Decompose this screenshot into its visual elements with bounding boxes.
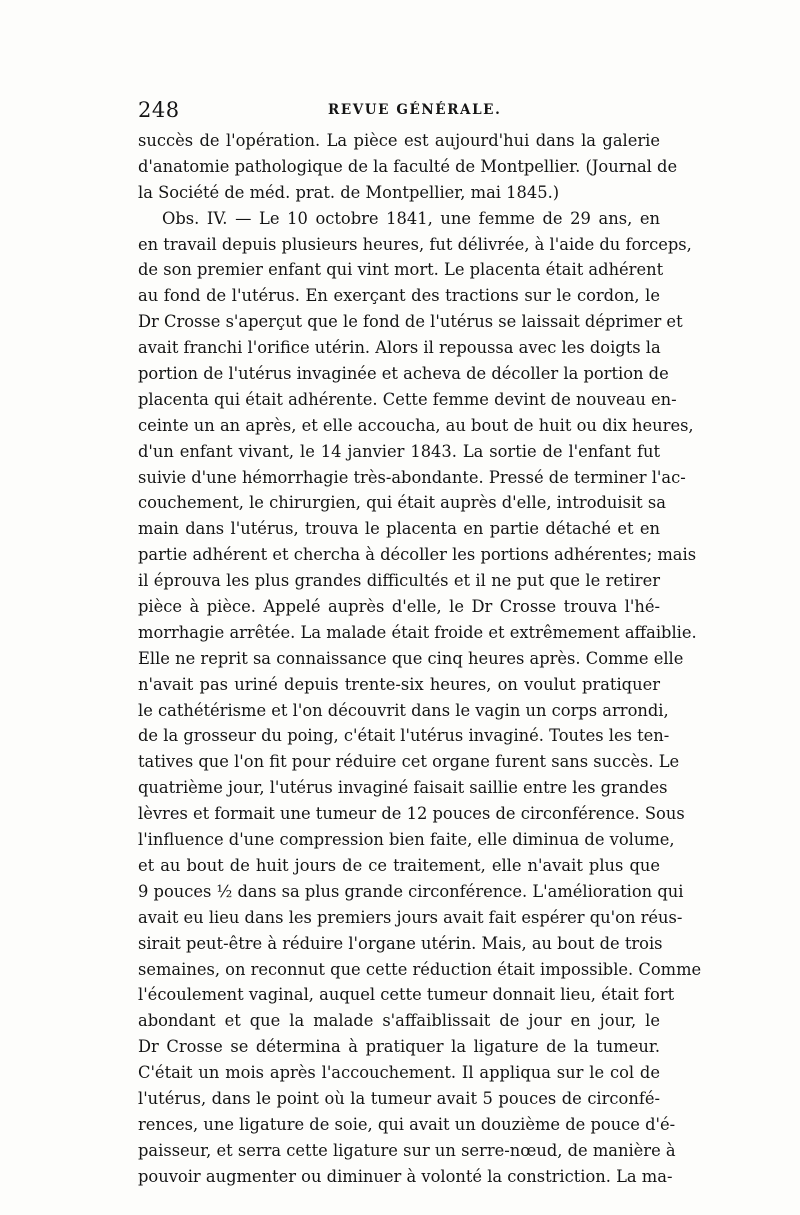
text-line: et au bout de huit jours de ce traitement, elle n'avait plus que (138, 855, 660, 875)
text-line: quatrième jour, l'utérus invaginé faisait saillie entre les grandes (138, 778, 668, 798)
text-line: paisseur, et serra cette ligature sur un serre-nœud, de manière à (138, 1140, 676, 1160)
text-line: n'avait pas uriné depuis trente-six heures, on voulut pratiquer (138, 674, 660, 694)
text-line: Elle ne reprit sa connaissance que cinq heures après. Comme elle (138, 648, 684, 668)
text-line: semaines, on reconnut que cette réduction était impossible. Comme (138, 959, 702, 979)
text-line: lèvres et formait une tumeur de 12 pouces de circonférence. Sous (138, 804, 685, 824)
body-text (138, 128, 702, 1190)
text-line: sirait peut-être à réduire l'organe utérin. Mais, au bout de trois (138, 933, 663, 953)
text-line: l'influence d'une compression bien faite, elle diminua de volume, (138, 830, 675, 850)
text-line: de la grosseur du poing, c'était l'utérus invaginé. Toutes les ten- (138, 726, 670, 746)
text-line: au fond de l'utérus. En exerçant des tractions sur le cordon, le (138, 286, 660, 306)
text-line: Obs. IV. — Le 10 octobre 1841, une femme de 29 ans, en (162, 208, 660, 228)
text-line: l'utérus, dans le point où la tumeur avait 5 pouces de circonfé- (138, 1088, 660, 1108)
text-line: pouvoir augmenter ou diminuer à volonté la constriction. La ma- (138, 1166, 673, 1186)
text-line: couchement, le chirurgien, qui était auprès d'elle, introduisit sa (138, 493, 666, 513)
text-line: de son premier enfant qui vint mort. Le placenta était adhérent (138, 260, 664, 280)
page-number: 248 (138, 98, 180, 122)
text-line: Dr Crosse s'aperçut que le fond de l'utérus se laissait déprimer et (138, 312, 683, 332)
text-line: l'écoulement vaginal, auquel cette tumeur donnait lieu, était fort (138, 985, 675, 1005)
text-line: la Société de méd. prat. de Montpellier, mai 1845.) (138, 182, 560, 202)
text-line: rences, une ligature de soie, qui avait un douzième de pouce d'é- (138, 1114, 676, 1134)
text-line: 9 pouces ½ dans sa plus grande circonférence. L'amélioration qui (138, 881, 684, 901)
text-line: placenta qui était adhérente. Cette femme devint de nouveau en- (138, 389, 677, 409)
text-line: Dr Crosse se détermina à pratiquer la ligature de la tumeur. (138, 1037, 660, 1057)
text-line: en travail depuis plusieurs heures, fut délivrée, à l'aide du forceps, (138, 234, 692, 254)
text-line: le cathétérisme et l'on découvrit dans le vagin un corps arrondi, (138, 700, 669, 720)
text-line: portion de l'utérus invaginée et acheva de décoller la portion de (138, 364, 669, 384)
text-line: main dans l'utérus, trouva le placenta en partie détaché et en (138, 519, 660, 539)
text-line: succès de l'opération. La pièce est aujourd'hui dans la galerie (138, 131, 660, 150)
text-line: C'était un mois après l'accouchement. Il appliqua sur le col de (138, 1063, 660, 1083)
text-line: avait franchi l'orifice utérin. Alors il repoussa avec les doigts la (138, 338, 661, 358)
running-head: REVUE GÉNÉRALE. (328, 102, 502, 118)
text-line: pièce à pièce. Appelé auprès d'elle, le Dr Crosse trouva l'hé- (138, 597, 660, 617)
text-line: avait eu lieu dans les premiers jours avait fait espérer qu'on réus- (138, 907, 683, 927)
text-line: suivie d'une hémorrhagie très-abondante. Pressé de terminer l'ac- (138, 467, 686, 487)
text-line: tatives que l'on fit pour réduire cet organe furent sans succès. Le (138, 752, 680, 772)
text-line: abondant et que la malade s'affaiblissait de jour en jour, le (138, 1011, 660, 1031)
text-line: ceinte un an après, et elle accoucha, au bout de huit ou dix heures, (138, 415, 694, 435)
text-line: d'un enfant vivant, le 14 janvier 1843. La sortie de l'enfant fut (138, 441, 660, 461)
text-line: d'anatomie pathologique de la faculté de Montpellier. (Journal de (138, 156, 678, 176)
text-line: morrhagie arrêtée. La malade était froide et extrêmement affaiblie. (138, 622, 697, 642)
page-header (138, 98, 658, 126)
text-line: il éprouva les plus grandes difficultés et il ne put que le retirer (138, 571, 660, 591)
text-line: partie adhérent et chercha à décoller les portions adhérentes; mais (138, 545, 697, 565)
